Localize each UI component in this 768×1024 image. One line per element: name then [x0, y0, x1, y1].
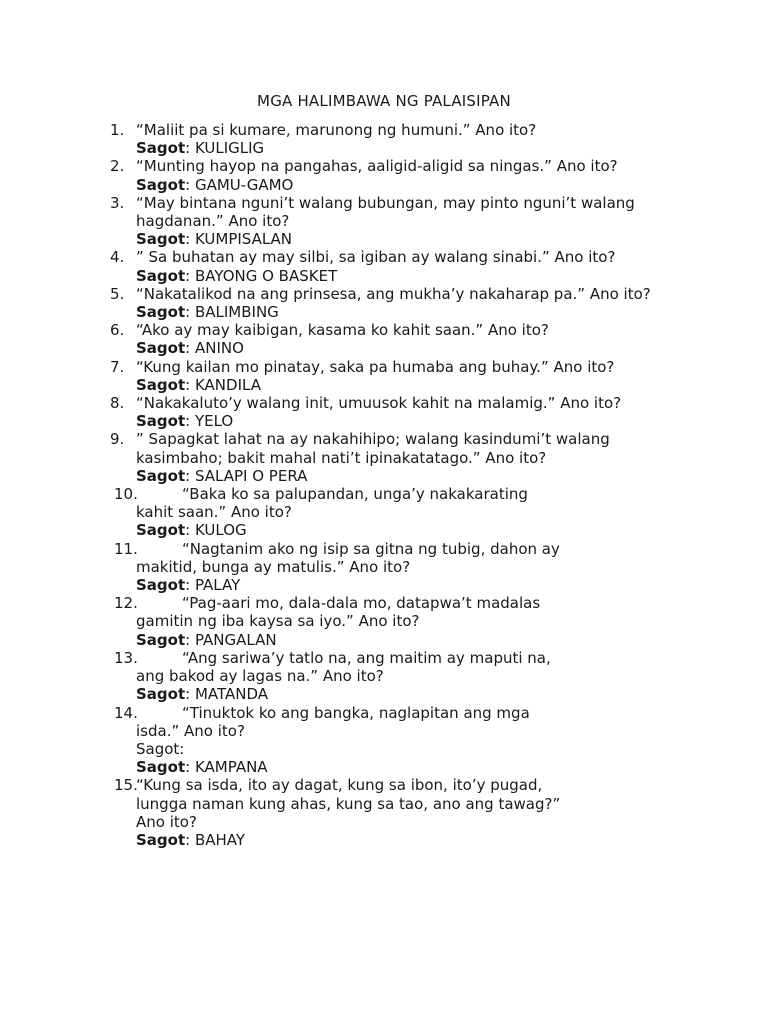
riddle-question: “Ang sariwa’y tatlo na, ang maitim ay maputi na, ang bakod ay lagas na.” Ano ito?	[136, 648, 551, 686]
riddle-answer	[136, 685, 568, 703]
answer-label: Sagot	[136, 339, 186, 358]
riddle-item	[0, 704, 768, 777]
riddle-question: “Pag-aari mo, dala-dala mo, datapwa’t madalas gamitin ng iba kaysa sa iyo.” Ano ito?	[136, 594, 541, 631]
answer-value: : SALAPI O PERA	[185, 466, 308, 485]
answer-value: : PANGALAN	[185, 630, 277, 649]
riddle-item	[0, 394, 768, 430]
riddle-question: “Munting hayop na pangahas, aaligid-aligid sa ningas.” Ano ito?	[136, 157, 618, 176]
riddle-answer	[136, 267, 668, 285]
riddle-number: 1.	[110, 121, 125, 139]
riddle-number: 2.	[110, 157, 125, 176]
riddle-item	[0, 540, 768, 595]
riddle-body	[0, 776, 668, 849]
riddle-answer	[136, 412, 668, 430]
riddle-answer	[136, 339, 668, 357]
riddle-question: “Tinuktok ko ang bangka, naglapitan ang mga isda.” Ano ito?	[136, 703, 530, 740]
riddle-answer	[136, 139, 668, 157]
answer-label: Sagot	[136, 230, 186, 249]
riddle-question: “Ako ay may kaibigan, kasama ko kahit saan.” Ano ito?	[136, 321, 549, 340]
riddle-number: 4.	[110, 248, 125, 267]
answer-value: : KAMPANA	[185, 758, 268, 777]
riddle-number: 15.	[114, 776, 138, 795]
riddle-answer	[136, 467, 668, 485]
riddle-answer	[136, 230, 668, 248]
riddle-list	[0, 121, 768, 849]
answer-value: : KULOG	[185, 521, 247, 540]
answer-value: : ANINO	[185, 339, 244, 358]
answer-value: : BALIMBING	[185, 303, 279, 322]
document-title: MGA HALIMBAWA NG PALAISIPAN	[257, 92, 511, 110]
riddle-item	[0, 321, 768, 357]
riddle-number: 12.	[114, 594, 138, 613]
answer-value: : YELO	[185, 412, 234, 431]
answer-label: Sagot	[136, 266, 186, 285]
riddle-answer	[136, 376, 668, 394]
answer-label: Sagot	[136, 412, 186, 431]
riddle-body	[0, 485, 668, 540]
riddle-answer	[136, 576, 568, 594]
riddle-number: 7.	[110, 357, 125, 376]
riddle-item	[0, 594, 768, 649]
riddle-question: ” Sapagkat lahat na ay nakahihipo; walang kasindumi’t walang kasimbaho; bakit mahal nati’t ipinakatatago.” Ano ito?	[136, 430, 610, 467]
riddle-item	[0, 285, 768, 321]
riddle-number: 9.	[110, 430, 125, 449]
riddle-number: 8.	[110, 394, 125, 413]
riddle-question: “May bintana nguni’t walang bubungan, may pinto nguni’t walang hagdanan.” Ano ito?	[136, 193, 635, 231]
answer-label: Sagot	[136, 139, 186, 158]
answer-value: : KUMPISALAN	[185, 230, 293, 249]
riddle-number: 14.	[114, 703, 138, 722]
riddle-question: “Maliit pa si kumare, marunong ng humuni.” Ano ito?	[136, 121, 537, 139]
answer-value: : GAMU-GAMO	[185, 175, 294, 194]
riddle-answer	[136, 176, 668, 194]
answer-label: Sagot	[136, 630, 186, 649]
riddle-answer	[136, 631, 568, 649]
riddle-item	[0, 776, 768, 849]
riddle-extra-line: Sagot:	[136, 739, 185, 758]
riddle-number: 3.	[110, 193, 125, 212]
riddle-question: “Kung sa isda, ito ay dagat, kung sa ibon, ito’y pugad, lungga naman kung ahas, kung sa tao, ano ang tawag?” Ano ito?	[136, 776, 561, 831]
riddle-body	[0, 594, 668, 649]
riddle-question: “Nakatalikod na ang prinsesa, ang mukha’y nakaharap pa.” Ano ito?	[136, 284, 651, 303]
riddle-item	[0, 430, 768, 485]
answer-label: Sagot	[136, 830, 186, 849]
answer-value: : BAHAY	[185, 830, 246, 849]
answer-label: Sagot	[136, 685, 186, 704]
riddle-answer	[136, 758, 568, 776]
riddle-question: “Kung kailan mo pinatay, saka pa humaba ang buhay.” Ano ito?	[136, 357, 615, 376]
riddle-body	[0, 649, 668, 704]
riddle-item	[0, 649, 768, 704]
answer-value: : KULIGLIG	[185, 139, 265, 158]
riddle-item	[0, 248, 768, 284]
riddle-item	[0, 485, 768, 540]
riddle-item	[0, 157, 768, 193]
riddle-body	[0, 540, 668, 595]
answer-label: Sagot	[136, 466, 186, 485]
riddle-number: 10.	[114, 485, 138, 504]
answer-value: : MATANDA	[185, 685, 269, 704]
answer-label: Sagot	[136, 303, 186, 322]
riddle-question: “Baka ko sa palupandan, unga’y nakakarating kahit saan.” Ano ito?	[136, 485, 528, 522]
answer-label: Sagot	[136, 576, 186, 595]
answer-value: : PALAY	[185, 576, 241, 595]
riddle-question: “Nakakaluto’y walang init, umuusok kahit na malamig.” Ano ito?	[136, 394, 622, 413]
riddle-answer	[136, 831, 568, 849]
answer-label: Sagot	[136, 521, 186, 540]
riddle-number: 5.	[110, 284, 125, 303]
answer-label: Sagot	[136, 175, 186, 194]
riddle-number: 13.	[114, 648, 138, 667]
riddle-body	[0, 704, 668, 777]
riddle-question: “Nagtanim ako ng isip sa gitna ng tubig, dahon ay makitid, bunga ay matulis.” Ano ito?	[136, 539, 560, 576]
riddle-number: 11.	[114, 539, 138, 558]
answer-label: Sagot	[136, 375, 186, 394]
answer-label: Sagot	[136, 758, 186, 777]
riddle-number: 6.	[110, 321, 125, 340]
riddle-item	[0, 194, 768, 249]
answer-value: : BAYONG O BASKET	[185, 266, 338, 285]
riddle-answer	[136, 521, 568, 539]
riddle-item	[0, 121, 768, 157]
answer-value: : KANDILA	[185, 375, 261, 394]
riddle-question: ” Sa buhatan ay may silbi, sa igiban ay walang sinabi.” Ano ito?	[136, 248, 616, 267]
riddle-answer	[136, 303, 668, 321]
riddle-item	[0, 358, 768, 394]
